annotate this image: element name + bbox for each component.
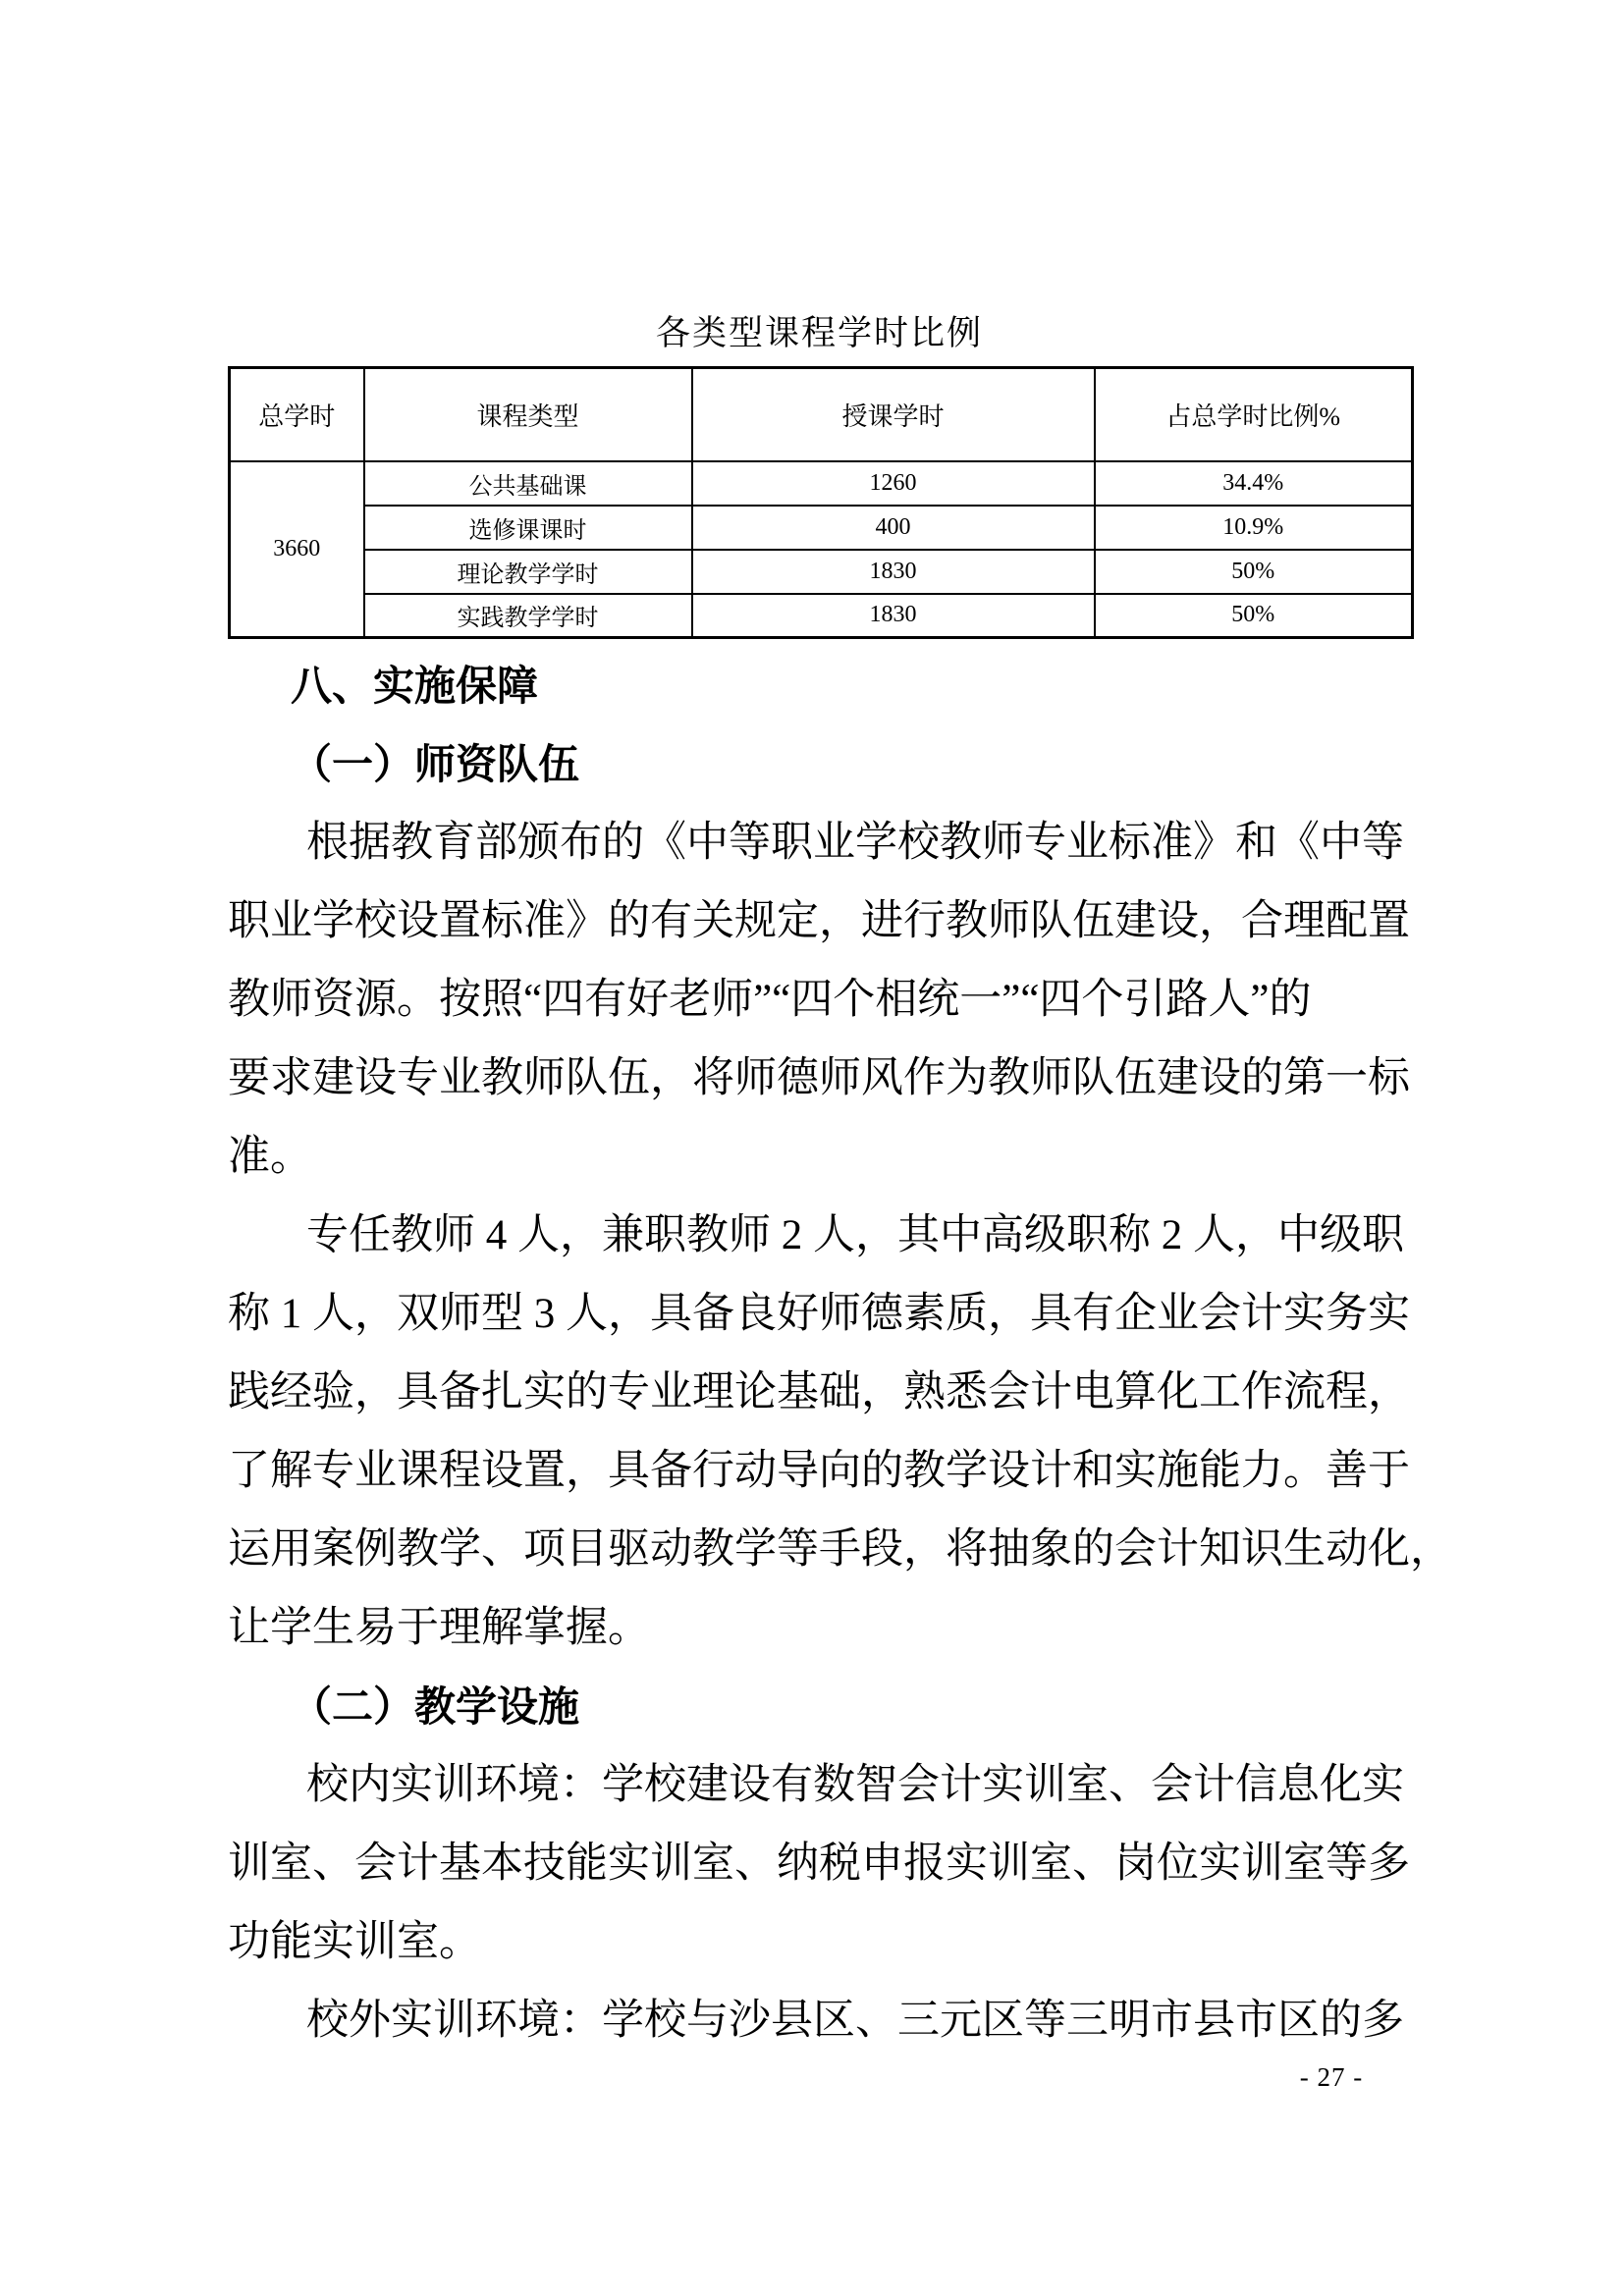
- paragraph-line: 称 1 人，双师型 3 人，具备良好师德素质，具有企业会计实务实: [228, 1291, 1410, 1337]
- subsection-heading-staff: （一）师资队伍: [291, 741, 580, 787]
- column-header-ratio: 占总学时比例%: [1095, 368, 1413, 461]
- paragraph-line: 校外实训环境：学校与沙县区、三元区等三明市县市区的多: [306, 1998, 1404, 2044]
- paragraph-line: 训室、会计基本技能实训室、纳税申报实训室、岗位实训室等多: [228, 1841, 1410, 1887]
- paragraph-line: 功能实训室。: [228, 1919, 481, 1965]
- paragraph-line: 准。: [228, 1134, 312, 1180]
- ratio-cell: 50%: [1095, 550, 1413, 594]
- class-hours-cell: 1830: [692, 594, 1095, 638]
- class-hours-cell: 1260: [692, 461, 1095, 506]
- column-header-class-hours: 授课学时: [692, 368, 1095, 461]
- section-heading-8: 八、实施保障: [291, 663, 539, 709]
- ratio-cell: 50%: [1095, 594, 1413, 638]
- paragraph-line: 根据教育部颁布的《中等职业学校教师专业标准》和《中等: [306, 820, 1404, 866]
- table-row: [230, 550, 1413, 594]
- total-hours-cell: 3660: [230, 461, 364, 638]
- paragraph-line: 校内实训环境：学校建设有数智会计实训室、会计信息化实: [306, 1762, 1404, 1808]
- paragraph-line: 教师资源。按照“四有好老师”“四个相统一”“四个引路人”的: [228, 977, 1312, 1023]
- table-title: 各类型课程学时比例: [655, 314, 983, 352]
- page-number: - 27 -: [1299, 2062, 1364, 2092]
- table-row: [230, 506, 1413, 550]
- body-text: [228, 647, 1452, 2060]
- paragraph-line: 让学生易于理解掌握。: [228, 1605, 650, 1651]
- paragraph-line: 了解专业课程设置，具备行动导向的教学设计和实施能力。善于: [228, 1448, 1410, 1494]
- column-header-total-hours: 总学时: [230, 368, 364, 461]
- course-type-cell: 实践教学学时: [364, 594, 692, 638]
- paragraph-line: 运用案例教学、项目驱动教学等手段，将抽象的会计知识生动化，: [228, 1526, 1452, 1573]
- subsection-heading-facilities: （二）教学设施: [291, 1683, 580, 1730]
- table-row: [230, 594, 1413, 638]
- course-hours-table: [228, 366, 1414, 639]
- table-row: [230, 461, 1413, 506]
- class-hours-cell: 1830: [692, 550, 1095, 594]
- paragraph-line: 专任教师 4 人，兼职教师 2 人，其中高级职称 2 人，中级职: [306, 1212, 1404, 1258]
- course-type-cell: 公共基础课: [364, 461, 692, 506]
- table-header-row: [230, 368, 1413, 461]
- course-type-cell: 选修课课时: [364, 506, 692, 550]
- paragraph-line: 践经验，具备扎实的专业理论基础，熟悉会计电算化工作流程，: [228, 1369, 1410, 1415]
- paragraph-line: 要求建设专业教师队伍，将师德师风作为教师队伍建设的第一标: [228, 1055, 1410, 1101]
- ratio-cell: 34.4%: [1095, 461, 1413, 506]
- paragraph-line: 职业学校设置标准》的有关规定，进行教师队伍建设，合理配置: [228, 898, 1410, 944]
- ratio-cell: 10.9%: [1095, 506, 1413, 550]
- course-type-cell: 理论教学学时: [364, 550, 692, 594]
- class-hours-cell: 400: [692, 506, 1095, 550]
- column-header-course-type: 课程类型: [364, 368, 692, 461]
- page-content: [228, 0, 1452, 2060]
